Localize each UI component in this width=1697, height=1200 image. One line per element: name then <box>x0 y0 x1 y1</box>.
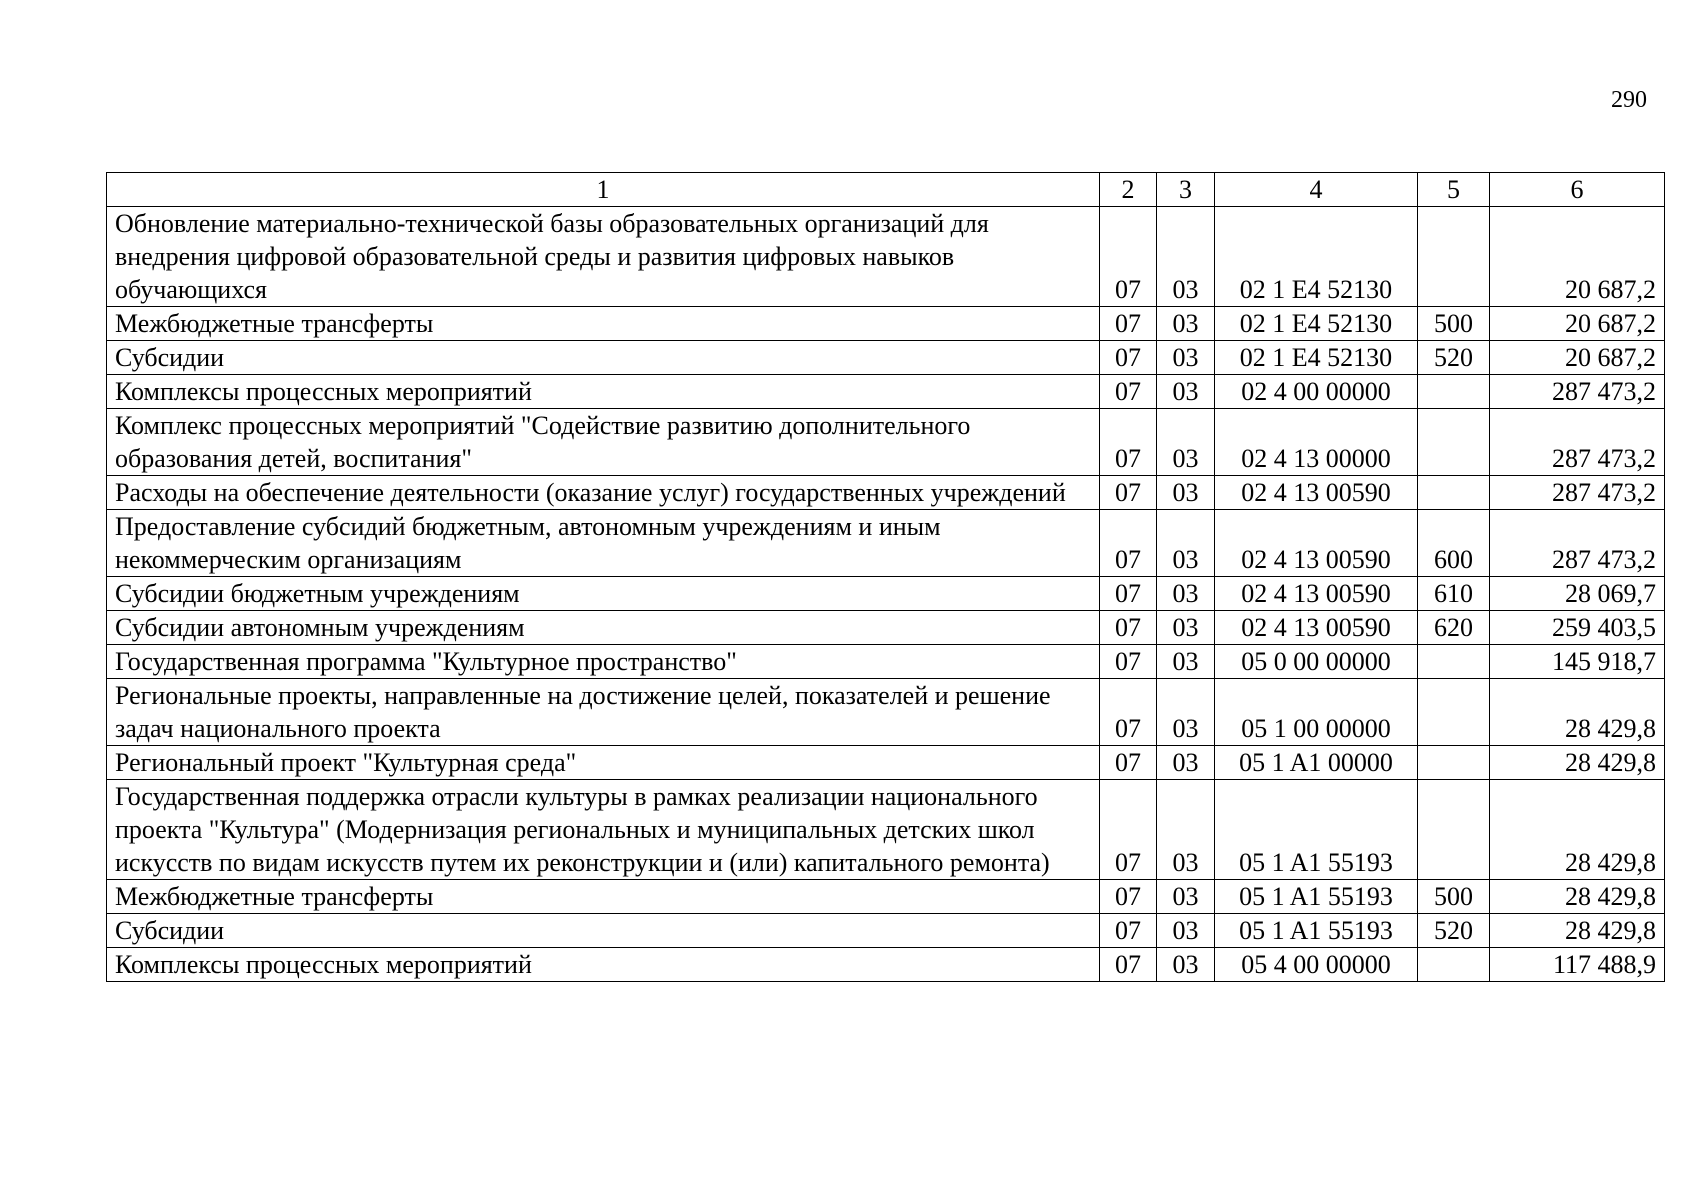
amount-cell: 287 473,2 <box>1490 510 1665 577</box>
budget-table <box>106 172 1665 982</box>
row-name-cell: Межбюджетные трансферты <box>107 307 1100 341</box>
target-article-cell: 02 1 E4 52130 <box>1215 207 1418 307</box>
table-row <box>107 948 1665 982</box>
row-name-cell: Государственная поддержка отрасли культуры в рамках реализации национального проекта "Культура" (Модернизация региональных и муниципальных детских школ искусств по видам искусств путем их реконструкции и (или) капитального ремонта) <box>107 780 1100 880</box>
expense-type-cell <box>1418 375 1490 409</box>
amount-cell: 287 473,2 <box>1490 409 1665 476</box>
subsection-code-cell: 03 <box>1157 914 1215 948</box>
section-code-cell: 07 <box>1100 409 1157 476</box>
subsection-code-cell: 03 <box>1157 510 1215 577</box>
row-name-cell: Субсидии <box>107 914 1100 948</box>
table-row <box>107 307 1665 341</box>
row-name-cell: Субсидии автономным учреждениям <box>107 611 1100 645</box>
amount-cell: 20 687,2 <box>1490 207 1665 307</box>
subsection-code-cell: 03 <box>1157 207 1215 307</box>
page-number: 290 <box>1611 87 1647 113</box>
expense-type-cell <box>1418 476 1490 510</box>
expense-type-cell <box>1418 948 1490 982</box>
expense-type-cell <box>1418 207 1490 307</box>
target-article-cell: 05 4 00 00000 <box>1215 948 1418 982</box>
section-code-cell: 07 <box>1100 307 1157 341</box>
expense-type-cell: 520 <box>1418 341 1490 375</box>
row-name-cell: Комплексы процессных мероприятий <box>107 948 1100 982</box>
header-cell: 5 <box>1418 173 1490 207</box>
amount-cell: 28 429,8 <box>1490 679 1665 746</box>
section-code-cell: 07 <box>1100 375 1157 409</box>
section-code-cell: 07 <box>1100 679 1157 746</box>
amount-cell: 20 687,2 <box>1490 307 1665 341</box>
header-cell: 1 <box>107 173 1100 207</box>
target-article-cell: 02 4 13 00590 <box>1215 510 1418 577</box>
subsection-code-cell: 03 <box>1157 476 1215 510</box>
expense-type-cell: 520 <box>1418 914 1490 948</box>
row-name-cell: Комплексы процессных мероприятий <box>107 375 1100 409</box>
header-cell: 2 <box>1100 173 1157 207</box>
section-code-cell: 07 <box>1100 207 1157 307</box>
subsection-code-cell: 03 <box>1157 341 1215 375</box>
subsection-code-cell: 03 <box>1157 780 1215 880</box>
amount-cell: 117 488,9 <box>1490 948 1665 982</box>
amount-cell: 28 429,8 <box>1490 746 1665 780</box>
table-row <box>107 341 1665 375</box>
amount-cell: 259 403,5 <box>1490 611 1665 645</box>
row-name-cell: Комплекс процессных мероприятий "Содействие развитию дополнительного образования детей, воспитания" <box>107 409 1100 476</box>
table-row <box>107 880 1665 914</box>
amount-cell: 28 429,8 <box>1490 780 1665 880</box>
table-row <box>107 645 1665 679</box>
table-row <box>107 476 1665 510</box>
target-article-cell: 02 1 E4 52130 <box>1215 307 1418 341</box>
subsection-code-cell: 03 <box>1157 645 1215 679</box>
row-name-cell: Региональные проекты, направленные на достижение целей, показателей и решение задач национального проекта <box>107 679 1100 746</box>
row-name-cell: Региональный проект "Культурная среда" <box>107 746 1100 780</box>
subsection-code-cell: 03 <box>1157 577 1215 611</box>
expense-type-cell: 620 <box>1418 611 1490 645</box>
target-article-cell: 02 4 13 00000 <box>1215 409 1418 476</box>
section-code-cell: 07 <box>1100 948 1157 982</box>
table-row <box>107 780 1665 880</box>
subsection-code-cell: 03 <box>1157 746 1215 780</box>
subsection-code-cell: 03 <box>1157 948 1215 982</box>
row-name-cell: Субсидии бюджетным учреждениям <box>107 577 1100 611</box>
expense-type-cell: 600 <box>1418 510 1490 577</box>
target-article-cell: 02 1 E4 52130 <box>1215 341 1418 375</box>
table-row <box>107 914 1665 948</box>
expense-type-cell <box>1418 746 1490 780</box>
row-name-cell: Предоставление субсидий бюджетным, автономным учреждениям и иным некоммерческим организациям <box>107 510 1100 577</box>
section-code-cell: 07 <box>1100 510 1157 577</box>
table-row <box>107 510 1665 577</box>
amount-cell: 287 473,2 <box>1490 375 1665 409</box>
expense-type-cell <box>1418 409 1490 476</box>
target-article-cell: 02 4 13 00590 <box>1215 611 1418 645</box>
expense-type-cell: 610 <box>1418 577 1490 611</box>
amount-cell: 145 918,7 <box>1490 645 1665 679</box>
section-code-cell: 07 <box>1100 914 1157 948</box>
expense-type-cell <box>1418 679 1490 746</box>
target-article-cell: 02 4 00 00000 <box>1215 375 1418 409</box>
row-name-cell: Государственная программа "Культурное пространство" <box>107 645 1100 679</box>
header-cell: 6 <box>1490 173 1665 207</box>
amount-cell: 28 429,8 <box>1490 880 1665 914</box>
table-row <box>107 409 1665 476</box>
amount-cell: 28 069,7 <box>1490 577 1665 611</box>
section-code-cell: 07 <box>1100 476 1157 510</box>
section-code-cell: 07 <box>1100 880 1157 914</box>
amount-cell: 287 473,2 <box>1490 476 1665 510</box>
table-row <box>107 746 1665 780</box>
table-row <box>107 375 1665 409</box>
table-row <box>107 577 1665 611</box>
target-article-cell: 02 4 13 00590 <box>1215 577 1418 611</box>
row-name-cell: Межбюджетные трансферты <box>107 880 1100 914</box>
subsection-code-cell: 03 <box>1157 880 1215 914</box>
row-name-cell: Расходы на обеспечение деятельности (оказание услуг) государственных учреждений <box>107 476 1100 510</box>
section-code-cell: 07 <box>1100 341 1157 375</box>
target-article-cell: 05 1 00 00000 <box>1215 679 1418 746</box>
expense-type-cell <box>1418 780 1490 880</box>
header-cell: 4 <box>1215 173 1418 207</box>
section-code-cell: 07 <box>1100 780 1157 880</box>
expense-type-cell: 500 <box>1418 307 1490 341</box>
table-row <box>107 611 1665 645</box>
target-article-cell: 05 1 A1 55193 <box>1215 914 1418 948</box>
target-article-cell: 05 1 A1 00000 <box>1215 746 1418 780</box>
subsection-code-cell: 03 <box>1157 409 1215 476</box>
table-row <box>107 207 1665 307</box>
row-name-cell: Обновление материально-технической базы образовательных организаций для внедрения цифровой образовательной среды и развития цифровых навыков обучающихся <box>107 207 1100 307</box>
amount-cell: 28 429,8 <box>1490 914 1665 948</box>
subsection-code-cell: 03 <box>1157 307 1215 341</box>
expense-type-cell <box>1418 645 1490 679</box>
table-header-row <box>107 173 1665 207</box>
section-code-cell: 07 <box>1100 577 1157 611</box>
subsection-code-cell: 03 <box>1157 611 1215 645</box>
target-article-cell: 02 4 13 00590 <box>1215 476 1418 510</box>
header-cell: 3 <box>1157 173 1215 207</box>
target-article-cell: 05 1 A1 55193 <box>1215 880 1418 914</box>
target-article-cell: 05 1 A1 55193 <box>1215 780 1418 880</box>
subsection-code-cell: 03 <box>1157 679 1215 746</box>
section-code-cell: 07 <box>1100 746 1157 780</box>
subsection-code-cell: 03 <box>1157 375 1215 409</box>
row-name-cell: Субсидии <box>107 341 1100 375</box>
target-article-cell: 05 0 00 00000 <box>1215 645 1418 679</box>
table-row <box>107 679 1665 746</box>
expense-type-cell: 500 <box>1418 880 1490 914</box>
amount-cell: 20 687,2 <box>1490 341 1665 375</box>
section-code-cell: 07 <box>1100 611 1157 645</box>
section-code-cell: 07 <box>1100 645 1157 679</box>
